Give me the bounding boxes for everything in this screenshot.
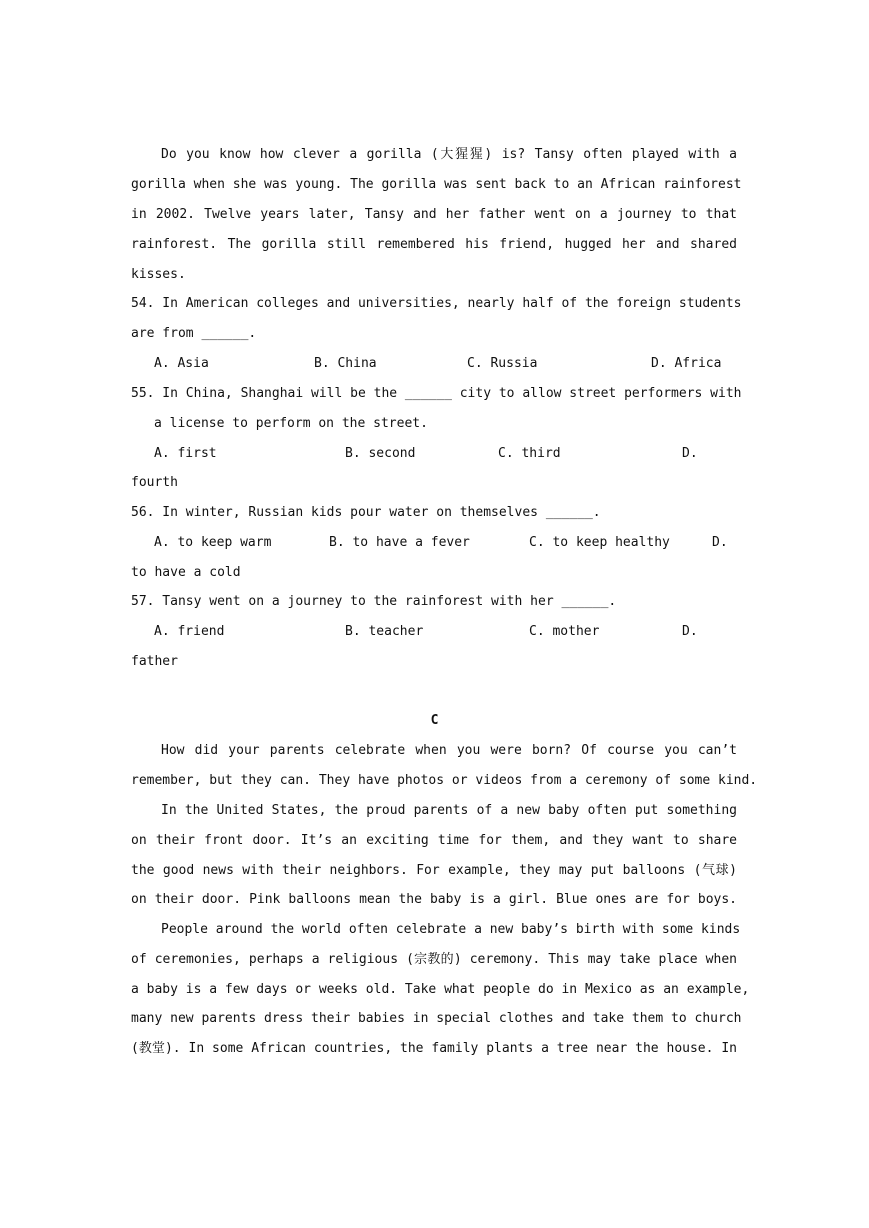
passage-line: People around the world often celebrate a new baby’s birth with some kinds — [161, 922, 741, 937]
passage-line: many new parents dress their babies in special clothes and take them to church — [131, 1011, 742, 1026]
option-d: D. Africa — [651, 356, 722, 371]
passage-line: rainforest. The gorilla still remembered his friend, hugged her and shared — [131, 237, 737, 252]
passage-line: remember, but they can. They have photos or videos from a ceremony of some kind. — [131, 773, 758, 788]
option-a: A. friend — [154, 624, 225, 639]
option-c: C. to keep healthy — [529, 535, 670, 550]
option-b: B. second — [345, 446, 416, 461]
passage-line: on their door. Pink balloons mean the baby is a girl. Blue ones are for boys. — [131, 892, 737, 907]
option-a: A. first — [154, 446, 217, 461]
question-54-text: 54. In American colleges and universities, nearly half of the foreign students — [131, 296, 742, 311]
section-heading: C — [430, 713, 439, 728]
passage-line: (教堂). In some African countries, the family plants a tree near the house. In — [131, 1041, 737, 1056]
option-d-text: to have a cold — [131, 565, 241, 580]
option-b: B. to have a fever — [329, 535, 470, 550]
question-54-text: are from ______. — [131, 326, 257, 341]
option-c: C. mother — [529, 624, 600, 639]
question-57-text: 57. Tansy went on a journey to the rainforest with her ______. — [131, 594, 617, 609]
passage-line: How did your parents celebrate when you were born? Of course you can’t — [161, 743, 737, 758]
option-c: C. Russia — [467, 356, 538, 371]
option-b: B. teacher — [345, 624, 424, 639]
option-d-text: father — [131, 654, 178, 669]
passage-line: the good news with their neighbors. For example, they may put balloons (气球) — [131, 863, 737, 878]
passage-line: kisses. — [131, 267, 186, 282]
option-d: D. — [682, 446, 698, 461]
option-a: A. to keep warm — [154, 535, 272, 550]
option-d: D. — [712, 535, 728, 550]
question-56-text: 56. In winter, Russian kids pour water on themselves ______. — [131, 505, 601, 520]
passage-line: Do you know how clever a gorilla (大猩猩) is? Tansy often played with a — [161, 147, 737, 162]
option-d-text: fourth — [131, 475, 178, 490]
option-a: A. Asia — [154, 356, 209, 371]
passage-line: on their front door. It’s an exciting time for them, and they want to share — [131, 833, 737, 848]
passage-line: in 2002. Twelve years later, Tansy and her father went on a journey to that — [131, 207, 737, 222]
question-55-text: 55. In China, Shanghai will be the ______ city to allow street performers with — [131, 386, 742, 401]
option-d: D. — [682, 624, 698, 639]
question-55-text: a license to perform on the street. — [154, 416, 428, 431]
passage-line: gorilla when she was young. The gorilla was sent back to an African rainforest — [131, 177, 742, 192]
passage-line: In the United States, the proud parents of a new baby often put something — [161, 803, 737, 818]
passage-line: a baby is a few days or weeks old. Take what people do in Mexico as an example, — [131, 982, 750, 997]
option-b: B. China — [314, 356, 377, 371]
passage-line: of ceremonies, perhaps a religious (宗教的) ceremony. This may take place when — [131, 952, 737, 967]
option-c: C. third — [498, 446, 561, 461]
